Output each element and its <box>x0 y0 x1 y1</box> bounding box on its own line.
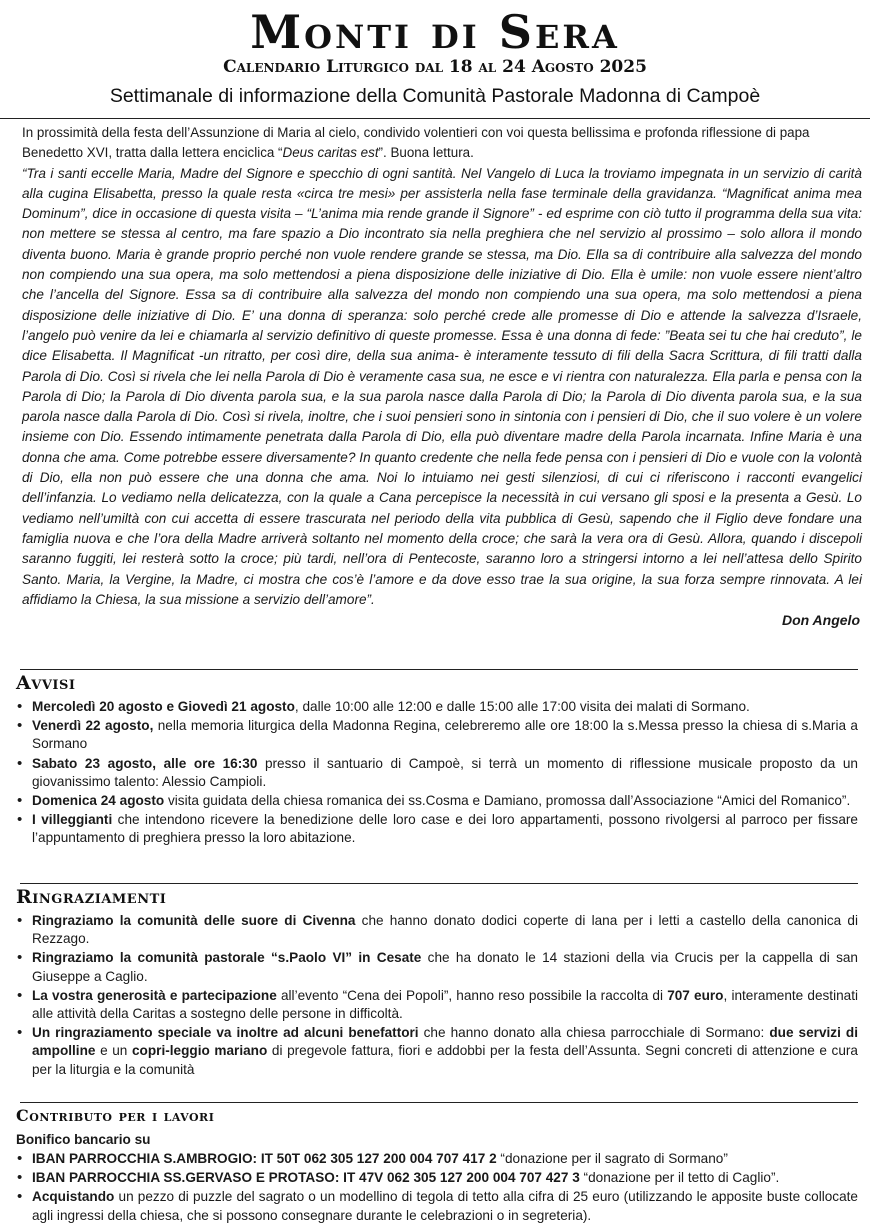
item-bold: Ringraziamo la comunità pastorale “s.Paolo VI” in Cesate <box>32 950 422 966</box>
item-text: “donazione per il tetto di Caglio”. <box>579 1170 780 1186</box>
contributo-title: Contributo per i lavori <box>16 1106 215 1125</box>
benedict-quote: “Tra i santi eccelle Maria, Madre del Signore e specchio di ogni santità. Nel Vangelo di Luca la troviamo impegnata in un servizio di carità alla cugina Elisabetta, presso la quale resta «circa tre mesi» per assisterla nella fase terminale della gravidanza. “Magnificat anima mea Dominum”, dice in occasione di questa visita – “L’anima mia rende grande il Signore” - ed esprime con ciò tutto il programma della sua vita: non mettere se stessa al centro, ma fare spazio a Dio incontrato sia nella preghiera che nel servizio al prossimo – solo allora il mondo diventa buono. Maria è grande proprio perché non vuole rendere grande se stessa, ma Dio. Ella sa di contribuire alla salvezza del mondo non compiendo una sua opera, ma solo mettendosi a piena disposizione delle iniziative di Dio. Ella è umile: non vuole essere nient’altro che l’ancella del Signore. Essa sa di contribuire alla salvezza del mondo non compiendo una sua opera, ma solo mettendosi a piena disposizione delle iniziative di Dio. E’ una donna di speranza: solo perché crede alle promesse di Dio e attende la salvezza d’Israele, l’angelo può venire da lei e chiamarla al servizio definitivo di queste promesse. Essa è una donna di fede: ”Beata sei tu che hai creduto”, le dice Elisabetta. Il Magnificat -un ritratto, per così dire, della sua anima- è interamente tessuto di fili della Sacra Scrittura, di fili tratti dalla Parola di Dio. Così si rivela che lei nella Parola di Dio è veramente casa sua, ne esce e vi rientra con naturalezza. Ella parla e pensa con la Parola di Dio; la Parola di Dio diventa parola sua, e la sua parola nasce dalla Parola di Dio; la Parola di Dio diventa parola sua, e la sua parola nasce dalla Parola di Dio. Così si rivela, inoltre, che i suoi pensieri sono in sintonia con i pensieri di Dio, che il suo volere è un volere insieme con Dio. Essendo intimamente penetrata dalla Parola di Dio, ella può diventare madre della Parola incarnata. Infine Maria è una donna che ama. Come potrebbe essere diversamente? In quanto credente che nella fede pensa con i pensieri di Dio e vuole con la volontà di Dio, ella non può essere che una donna che ama. Noi lo intuiamo nei gesti silenziosi, di cui ci riferiscono i racconti evangelici dell’infanzia. Lo vediamo nella delicatezza, con la quale a Cana percepisce la necessità in cui versano gli sposi e la presenta a Gesù. Lo vediamo nell’umiltà con cui accetta di essere trascurata nel periodo della vita pubblica di Gesù, sapendo che il Figlio deve fondare una famiglia nuova e che l’ora della Madre arriverà soltanto nel momento della croce; che sarà la vera ora di Gesù. Allora, quando i discepoli saranno fuggiti, lei resterà sotto la croce; più tardi, nell’ora di Pentecoste, saranno loro a stringersi intorno a lei nell’attesa dello Spirito Santo. Maria, la Vergine, la Madre, ci mostra che cos’è l’amore e da dove esso trae la sua origine, la sua forza sempre rinnovata. A lei affidiamo la Chiesa, la sua missione a servizio dell’amore”. <box>22 165 862 607</box>
list-item <box>14 1024 858 1079</box>
item-text: nella memoria liturgica della Madonna Regina, celebreremo alle ore 18:00 la s.Messa presso la chiesa di s.Maria a Sormano <box>32 718 858 752</box>
item-bold: La vostra generosità e partecipazione <box>32 987 277 1003</box>
item-text: , interamente destinati alle attività della Caritas a sostegno delle persone in difficoltà. <box>32 987 859 1022</box>
avvisi-list <box>14 698 858 848</box>
avvisi-section <box>14 669 858 849</box>
ringraziamenti-list <box>14 912 858 1079</box>
list-item <box>14 717 858 753</box>
item-bold: due servizi di ampolline <box>32 1025 859 1059</box>
item-bold: Venerdì 22 agosto, <box>32 718 154 734</box>
header-divider <box>0 118 870 119</box>
intro-lead-text: In prossimità della festa dell’Assunzione di Maria al cielo, condivido volentieri con voi questa bellissima e profonda riflessione di papa Benedetto XVI, tratta dalla lettera enciclica “ <box>22 125 810 161</box>
item-bold: Domenica 24 agosto <box>32 793 165 809</box>
item-bold: I villeggianti <box>32 812 113 828</box>
item-text: e un <box>95 1043 132 1059</box>
list-item <box>14 698 858 716</box>
newsletter-title: Monti di Sera <box>250 5 620 59</box>
item-bold: Un ringraziamento speciale va inoltre ad alcuni benefattori <box>32 1025 419 1041</box>
iban-sambrogio: IBAN PARROCCHIA S.AMBROGIO: IT 50T 062 305 127 200 004 707 417 2 <box>32 1151 497 1166</box>
item-bold: Acquistando <box>32 1189 115 1205</box>
contributo-section <box>14 1102 858 1226</box>
amount-raised: 707 euro <box>667 987 724 1003</box>
ringraziamenti-title: Ringraziamenti <box>16 886 167 908</box>
list-item <box>14 949 858 985</box>
item-bold: copri-leggio mariano <box>131 1043 268 1059</box>
newsletter-tagline: Settimanale di informazione della Comunità Pastorale Madonna di Campoè <box>109 85 761 107</box>
signature: Don Angelo <box>781 612 860 629</box>
item-text: “donazione per il sagrato di Sormano” <box>496 1151 728 1166</box>
ringraziamenti-divider <box>20 883 858 884</box>
list-item <box>14 987 858 1023</box>
intro-paragraph <box>22 123 862 164</box>
item-bold: Mercoledì 20 agosto e Giovedì 21 agosto <box>32 699 295 714</box>
bonifico-label: Bonifico bancario su <box>16 1132 151 1147</box>
list-item <box>14 1169 858 1187</box>
intro-lead <box>22 123 862 164</box>
list-item <box>14 811 858 847</box>
item-bold: Ringraziamo la comunità delle suore di Civenna <box>32 913 356 928</box>
item-text: di pregevole fattura, fiori e addobbi per la festa dell’Assunta. Segni concreti di attenzione e cura per la liturgia e la comunità <box>32 1043 858 1077</box>
item-text: visita guidata della chiesa romanica dei ss.Cosma e Damiano, promossa dall’Associazione “Amici del Romanico”. <box>164 793 851 809</box>
item-text: che hanno donato dodici coperte di lana per i letti a castello della canonica di Rezzago. <box>32 913 859 947</box>
list-item <box>14 1150 858 1168</box>
intro-lead-end: ”. Buona lettura. <box>378 145 474 161</box>
avvisi-title: Avvisi <box>16 672 76 694</box>
encyclical-title: Deus caritas est <box>282 145 379 161</box>
item-text: che ha donato le 14 stazioni della via Crucis per la cappella di san Giuseppe a Caglio. <box>32 950 858 984</box>
item-text: che hanno donato alla chiesa parrocchiale di Sormano: <box>418 1025 770 1041</box>
item-text: che intendono ricevere la benedizione delle loro case e dei loro appartamenti, possono rivolgersi al parroco per fissare l’appuntamento di preghiera presso la loro abitazione. <box>32 812 858 846</box>
ringraziamenti-section <box>14 883 858 1080</box>
list-item <box>14 755 858 791</box>
contributo-list <box>14 1150 858 1225</box>
item-text: , dalle 10:00 alle 12:00 e dalle 15:00 alle 17:00 visita dei malati di Sormano. <box>294 699 750 714</box>
item-text: presso il santuario di Campoè, si terrà un momento di riflessione musicale proposto da un giovanissimo talento: Alessio Campioli. <box>32 755 858 789</box>
contributo-divider <box>20 1102 858 1103</box>
item-text: un pezzo di puzzle del sagrato o un modellino di tegola di tetto alla cifra di 25 euro (utilizzando le apposite buste collocate agli ingressi della chiesa, che si possono consegnare durante le celebrazioni o in segreteria). <box>32 1189 858 1223</box>
item-text: all’evento “Cena dei Popoli”, hanno reso possibile la raccolta di <box>276 987 668 1003</box>
list-item <box>14 912 858 948</box>
liturgical-calendar-subtitle: Calendario Liturgico dal 18 al 24 Agosto 2025 <box>223 57 647 77</box>
masthead <box>0 6 870 108</box>
item-bold: Sabato 23 agosto, alle ore 16:30 <box>32 755 258 771</box>
list-item <box>14 792 858 810</box>
list-item <box>14 1188 858 1224</box>
iban-ssgervaso: IBAN PARROCCHIA SS.GERVASO E PROTASO: IT 47V 062 305 127 200 004 707 427 3 <box>32 1170 580 1186</box>
avvisi-divider <box>20 669 858 670</box>
